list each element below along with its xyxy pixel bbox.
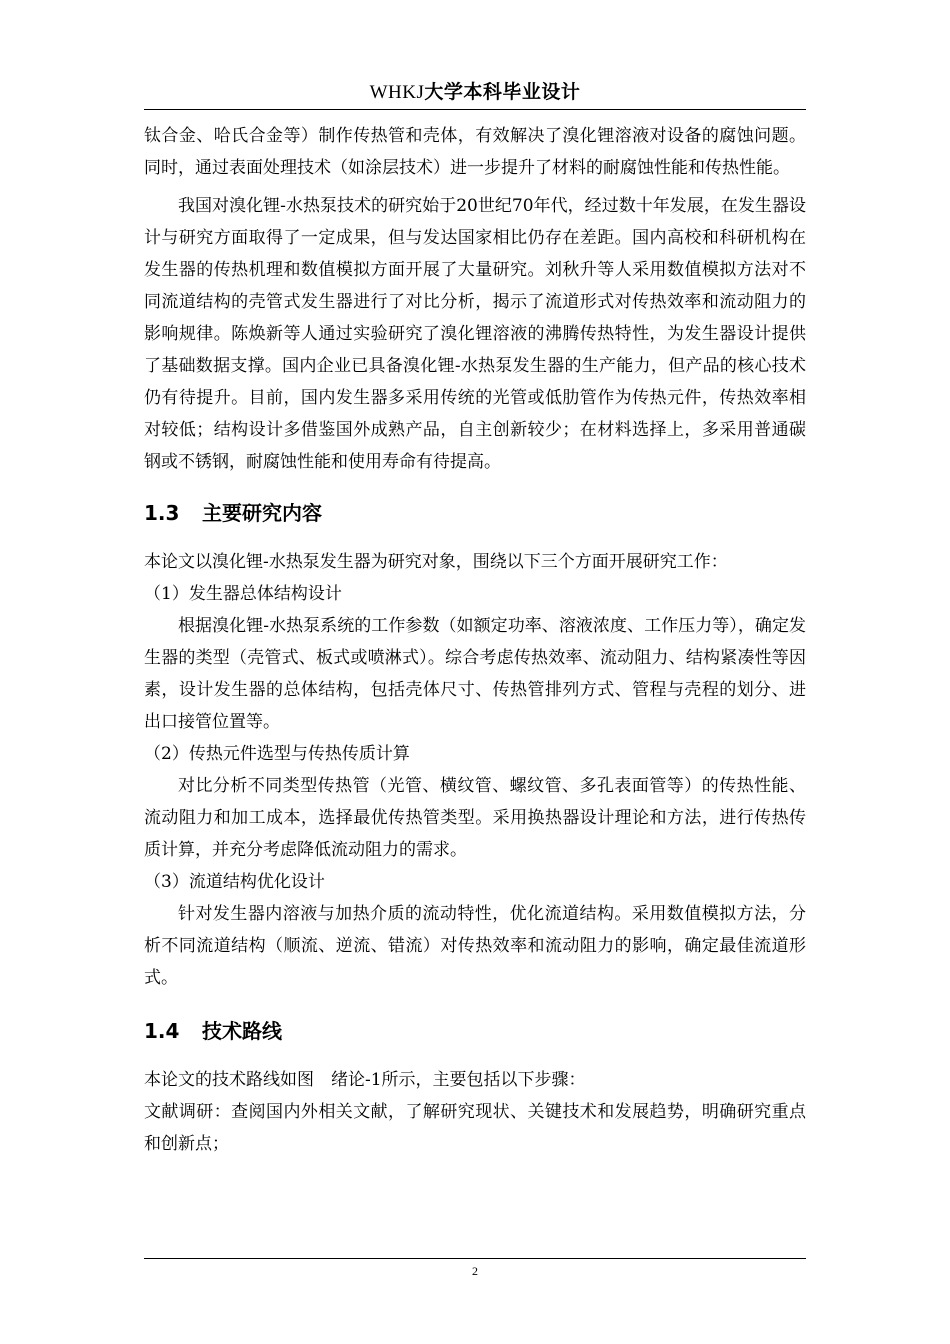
page-number: 2	[472, 1264, 478, 1278]
section-title: 技术路线	[202, 1019, 282, 1043]
section-heading-1-3	[144, 498, 806, 528]
header-rule	[144, 109, 806, 110]
section-heading-1-4	[144, 1016, 806, 1046]
header-title-latin: WHKJ	[369, 82, 425, 103]
continued-paragraph: 钛合金、哈氏合金等）制作传热管和壳体，有效解决了溴化锂溶液对设备的腐蚀问题。同时，通过表面处理技术（如涂层技术）进一步提升了材料的耐腐蚀性能和传热性能。	[144, 126, 806, 178]
item-1-text: 根据溴化锂-水热泵系统的工作参数（如额定功率、溶液浓度、工作压力等），确定发生器的类型（壳管式、板式或喷淋式）。综合考虑传热效率、流动阻力、结构紧凑性等因素，设计发生器的总体结构，包括壳体尺寸、传热管排列方式、管程与壳程的划分、进出口接管位置等。	[144, 616, 806, 732]
section-title: 主要研究内容	[202, 501, 322, 525]
step-1-literature-review: 文献调研：查阅国内外相关文献，了解研究现状、关键技术和发展趋势，明确研究重点和创新点；	[144, 1102, 806, 1154]
section-number: 1.4	[144, 1019, 180, 1043]
item-1-title: （1）发生器总体结构设计	[144, 584, 342, 604]
section-1-3-intro: 本论文以溴化锂-水热泵发生器为研究对象，围绕以下三个方面开展研究工作：	[144, 552, 728, 572]
section-number: 1.3	[144, 501, 180, 525]
item-3-title: （3）流道结构优化设计	[144, 872, 325, 892]
item-3-text: 针对发生器内溶液与加热介质的流动特性，优化流道结构。采用数值模拟方法，分析不同流道结构（顺流、逆流、错流）对传热效率和流动阻力的影响，确定最佳流道形式。	[144, 904, 806, 988]
item-2-text: 对比分析不同类型传热管（光管、横纹管、螺纹管、多孔表面管等）的传热性能、流动阻力和加工成本，选择最优传热管类型。采用换热器设计理论和方法，进行传热传质计算，并充分考虑降低流动阻力的需求。	[144, 776, 806, 860]
page-header	[144, 74, 806, 110]
item-2-title: （2）传热元件选型与传热传质计算	[144, 744, 410, 764]
domestic-research-paragraph: 我国对溴化锂-水热泵技术的研究始于20世纪70年代，经过数十年发展，在发生器设计与研究方面取得了一定成果，但与发达国家相比仍存在差距。国内高校和科研机构在发生器的传热机理和数值模拟方面开展了大量研究。刘秋升等人采用数值模拟方法对不同流道结构的壳管式发生器进行了对比分析，揭示了流道形式对传热效率和流动阻力的影响规律。陈焕新等人通过实验研究了溴化锂溶液的沸腾传热特性，为发生器设计提供了基础数据支撑。国内企业已具备溴化锂-水热泵发生器的生产能力，但产品的核心技术仍有待提升。目前，国内发生器多采用传统的光管或低肋管作为传热元件，传热效率相对较低；结构设计多借鉴国外成熟产品，自主创新较少；在材料选择上，多采用普通碳钢或不锈钢，耐腐蚀性能和使用寿命有待提高。	[144, 196, 806, 472]
footer-rule	[144, 1258, 806, 1259]
section-1-4-intro: 本论文的技术路线如图 绪论-1所示，主要包括以下步骤：	[144, 1070, 586, 1090]
header-title-cn: 大学本科毕业设计	[424, 81, 581, 103]
page-body	[144, 118, 806, 1160]
